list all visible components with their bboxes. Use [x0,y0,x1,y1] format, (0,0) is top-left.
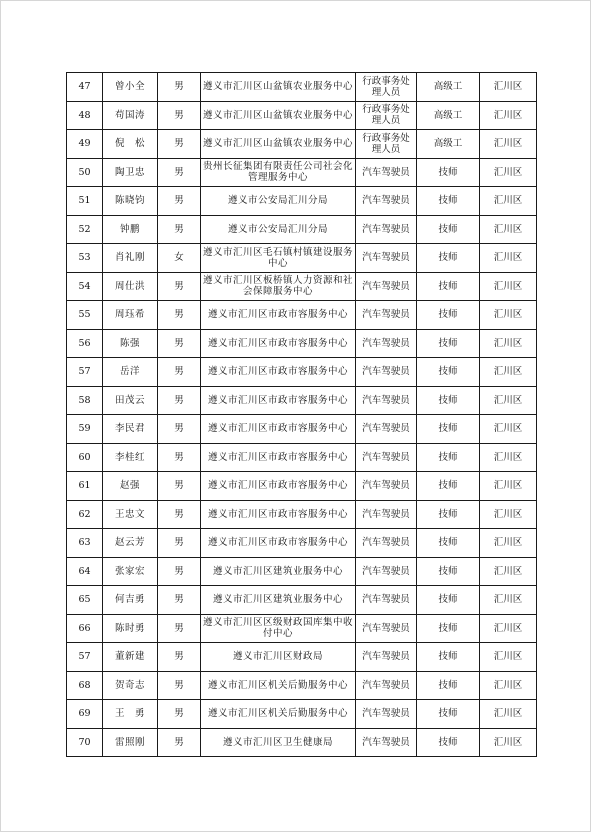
cell-gender: 男 [158,614,201,643]
cell-work-unit: 贵州长征集团有限责任公司社会化管理服务中心 [201,158,356,187]
table-row [67,158,537,187]
cell-serial-number: 56 [67,329,103,358]
cell-district: 汇川区 [480,215,537,244]
cell-person-name: 何吉勇 [103,586,158,615]
cell-serial-number: 62 [67,500,103,529]
cell-work-unit: 遵义市汇川区市政市容服务中心 [201,443,356,472]
cell-serial-number: 60 [67,443,103,472]
cell-skill-level: 技师 [417,728,480,757]
cell-person-name: 苟国涛 [103,101,158,130]
cell-skill-level: 技师 [417,500,480,529]
table-row [67,614,537,643]
cell-skill-level: 技师 [417,386,480,415]
cell-occupation: 汽车驾驶员 [356,158,417,187]
cell-work-unit: 遵义市汇川区毛石镇村镇建设服务中心 [201,244,356,273]
cell-gender: 男 [158,728,201,757]
cell-work-unit: 遵义市汇川区建筑业服务中心 [201,586,356,615]
cell-district: 汇川区 [480,500,537,529]
table-row [67,215,537,244]
cell-work-unit: 遵义市汇川区建筑业服务中心 [201,557,356,586]
table-row [67,443,537,472]
cell-gender: 女 [158,244,201,273]
cell-district: 汇川区 [480,386,537,415]
cell-gender: 男 [158,443,201,472]
cell-district: 汇川区 [480,187,537,216]
cell-occupation: 汽车驾驶员 [356,472,417,501]
roster-table-body [67,73,537,757]
cell-district: 汇川区 [480,671,537,700]
cell-work-unit: 遵义市汇川区财政局 [201,643,356,672]
cell-gender: 男 [158,187,201,216]
cell-work-unit: 遵义市汇川区机关后勤服务中心 [201,700,356,729]
cell-serial-number: 58 [67,386,103,415]
cell-occupation: 行政事务处理人员 [356,73,417,102]
cell-skill-level: 高级工 [417,73,480,102]
table-row [67,529,537,558]
cell-district: 汇川区 [480,158,537,187]
cell-gender: 男 [158,158,201,187]
cell-skill-level: 技师 [417,643,480,672]
table-row [67,700,537,729]
cell-occupation: 行政事务处理人员 [356,101,417,130]
cell-serial-number: 64 [67,557,103,586]
cell-serial-number: 70 [67,728,103,757]
cell-work-unit: 遵义市汇川区卫生健康局 [201,728,356,757]
cell-occupation: 汽车驾驶员 [356,187,417,216]
cell-occupation: 汽车驾驶员 [356,443,417,472]
cell-district: 汇川区 [480,643,537,672]
cell-work-unit: 遵义市汇川区山盆镇农业服务中心 [201,101,356,130]
table-row [67,386,537,415]
cell-work-unit: 遵义市汇川区市政市容服务中心 [201,529,356,558]
cell-skill-level: 高级工 [417,101,480,130]
cell-skill-level: 技师 [417,415,480,444]
cell-occupation: 汽车驾驶员 [356,415,417,444]
cell-serial-number: 59 [67,415,103,444]
cell-gender: 男 [158,130,201,159]
table-row [67,671,537,700]
cell-gender: 男 [158,215,201,244]
cell-gender: 男 [158,101,201,130]
cell-serial-number: 68 [67,671,103,700]
table-row [67,472,537,501]
cell-gender: 男 [158,500,201,529]
roster-table [66,72,537,757]
cell-district: 汇川区 [480,301,537,330]
cell-gender: 男 [158,386,201,415]
cell-district: 汇川区 [480,244,537,273]
cell-serial-number: 55 [67,301,103,330]
cell-person-name: 岳洋 [103,358,158,387]
cell-gender: 男 [158,529,201,558]
cell-gender: 男 [158,472,201,501]
table-row [67,643,537,672]
cell-person-name: 雷照刚 [103,728,158,757]
cell-work-unit: 遵义市公安局汇川分局 [201,215,356,244]
cell-person-name: 陶卫忠 [103,158,158,187]
cell-gender: 男 [158,557,201,586]
cell-gender: 男 [158,329,201,358]
cell-work-unit: 遵义市汇川区市政市容服务中心 [201,358,356,387]
cell-work-unit: 遵义市汇川区山盆镇农业服务中心 [201,73,356,102]
cell-skill-level: 技师 [417,272,480,301]
cell-occupation: 汽车驾驶员 [356,643,417,672]
cell-skill-level: 技师 [417,244,480,273]
cell-gender: 男 [158,73,201,102]
cell-occupation: 汽车驾驶员 [356,700,417,729]
cell-serial-number: 57 [67,358,103,387]
cell-skill-level: 技师 [417,557,480,586]
table-row [67,415,537,444]
cell-serial-number: 52 [67,215,103,244]
cell-person-name: 王 勇 [103,700,158,729]
cell-occupation: 汽车驾驶员 [356,329,417,358]
cell-serial-number: 48 [67,101,103,130]
cell-work-unit: 遵义市公安局汇川分局 [201,187,356,216]
cell-serial-number: 57 [67,643,103,672]
cell-serial-number: 47 [67,73,103,102]
cell-district: 汇川区 [480,586,537,615]
cell-district: 汇川区 [480,472,537,501]
cell-work-unit: 遵义市汇川区市政市容服务中心 [201,415,356,444]
cell-occupation: 汽车驾驶员 [356,215,417,244]
cell-serial-number: 50 [67,158,103,187]
table-row [67,272,537,301]
cell-person-name: 王忠文 [103,500,158,529]
cell-district: 汇川区 [480,700,537,729]
cell-person-name: 贺奇志 [103,671,158,700]
cell-work-unit: 遵义市汇川区市政市容服务中心 [201,500,356,529]
cell-gender: 男 [158,415,201,444]
cell-district: 汇川区 [480,614,537,643]
cell-occupation: 汽车驾驶员 [356,614,417,643]
cell-serial-number: 65 [67,586,103,615]
cell-person-name: 倪 松 [103,130,158,159]
cell-work-unit: 遵义市汇川区市政市容服务中心 [201,386,356,415]
cell-serial-number: 66 [67,614,103,643]
table-row [67,358,537,387]
cell-person-name: 李桂红 [103,443,158,472]
cell-occupation: 汽车驾驶员 [356,244,417,273]
cell-district: 汇川区 [480,557,537,586]
cell-occupation: 汽车驾驶员 [356,358,417,387]
cell-person-name: 赵云芳 [103,529,158,558]
cell-district: 汇川区 [480,329,537,358]
cell-person-name: 李民君 [103,415,158,444]
cell-occupation: 汽车驾驶员 [356,386,417,415]
cell-person-name: 陈时勇 [103,614,158,643]
cell-person-name: 钟鹏 [103,215,158,244]
cell-skill-level: 技师 [417,671,480,700]
cell-skill-level: 高级工 [417,130,480,159]
cell-work-unit: 遵义市汇川区机关后勤服务中心 [201,671,356,700]
cell-work-unit: 遵义市汇川区市政市容服务中心 [201,472,356,501]
cell-person-name: 董新建 [103,643,158,672]
cell-person-name: 周仕洪 [103,272,158,301]
cell-gender: 男 [158,301,201,330]
table-row [67,586,537,615]
cell-serial-number: 53 [67,244,103,273]
cell-district: 汇川区 [480,272,537,301]
cell-gender: 男 [158,586,201,615]
table-row [67,728,537,757]
cell-person-name: 张家宏 [103,557,158,586]
cell-district: 汇川区 [480,728,537,757]
cell-gender: 男 [158,700,201,729]
cell-person-name: 陈晓钧 [103,187,158,216]
cell-district: 汇川区 [480,529,537,558]
cell-serial-number: 49 [67,130,103,159]
table-row [67,130,537,159]
cell-occupation: 汽车驾驶员 [356,728,417,757]
cell-serial-number: 61 [67,472,103,501]
cell-skill-level: 技师 [417,586,480,615]
cell-skill-level: 技师 [417,700,480,729]
cell-skill-level: 技师 [417,329,480,358]
table-row [67,187,537,216]
cell-serial-number: 69 [67,700,103,729]
cell-serial-number: 54 [67,272,103,301]
cell-person-name: 周珏希 [103,301,158,330]
cell-skill-level: 技师 [417,529,480,558]
cell-occupation: 行政事务处理人员 [356,130,417,159]
table-row [67,101,537,130]
cell-work-unit: 遵义市汇川区山盆镇农业服务中心 [201,130,356,159]
table-row [67,73,537,102]
cell-district: 汇川区 [480,443,537,472]
cell-work-unit: 遵义市汇川区板桥镇人力资源和社会保障服务中心 [201,272,356,301]
cell-person-name: 赵强 [103,472,158,501]
cell-skill-level: 技师 [417,301,480,330]
cell-district: 汇川区 [480,358,537,387]
cell-person-name: 陈强 [103,329,158,358]
cell-skill-level: 技师 [417,158,480,187]
cell-work-unit: 遵义市汇川区区级财政国库集中收付中心 [201,614,356,643]
table-row [67,500,537,529]
cell-work-unit: 遵义市汇川区市政市容服务中心 [201,301,356,330]
cell-district: 汇川区 [480,73,537,102]
cell-gender: 男 [158,358,201,387]
cell-serial-number: 63 [67,529,103,558]
cell-skill-level: 技师 [417,187,480,216]
cell-occupation: 汽车驾驶员 [356,272,417,301]
cell-gender: 男 [158,643,201,672]
cell-gender: 男 [158,272,201,301]
cell-occupation: 汽车驾驶员 [356,557,417,586]
cell-district: 汇川区 [480,130,537,159]
cell-skill-level: 技师 [417,443,480,472]
cell-district: 汇川区 [480,415,537,444]
cell-person-name: 曾小全 [103,73,158,102]
cell-skill-level: 技师 [417,614,480,643]
cell-occupation: 汽车驾驶员 [356,500,417,529]
cell-occupation: 汽车驾驶员 [356,301,417,330]
cell-occupation: 汽车驾驶员 [356,529,417,558]
table-row [67,301,537,330]
cell-skill-level: 技师 [417,472,480,501]
table-row [67,557,537,586]
cell-gender: 男 [158,671,201,700]
table-row [67,329,537,358]
cell-person-name: 肖礼刚 [103,244,158,273]
cell-occupation: 汽车驾驶员 [356,671,417,700]
cell-occupation: 汽车驾驶员 [356,586,417,615]
table-row [67,244,537,273]
cell-district: 汇川区 [480,101,537,130]
cell-serial-number: 51 [67,187,103,216]
cell-skill-level: 技师 [417,215,480,244]
cell-work-unit: 遵义市汇川区市政市容服务中心 [201,329,356,358]
cell-person-name: 田茂云 [103,386,158,415]
cell-skill-level: 技师 [417,358,480,387]
